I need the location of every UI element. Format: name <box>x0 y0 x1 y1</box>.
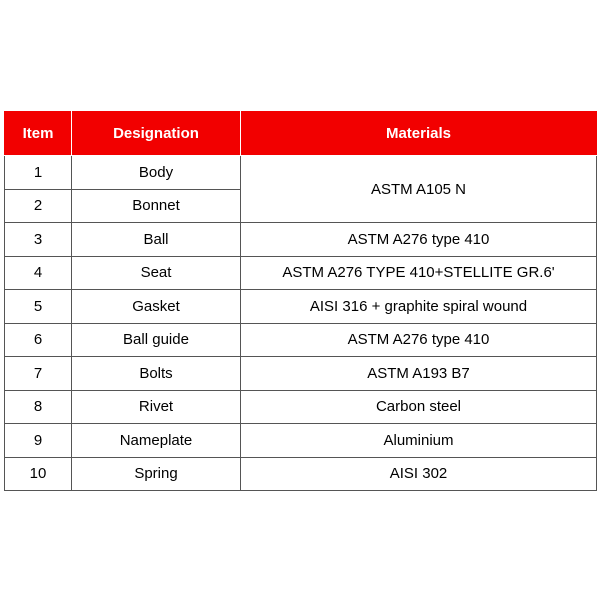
table-row <box>5 323 597 357</box>
designation-cell: Bonnet <box>72 189 241 223</box>
designation-cell: Nameplate <box>72 424 241 458</box>
table-row <box>5 256 597 290</box>
material-cell: ASTM A276 type 410 <box>241 323 597 357</box>
item-cell: 5 <box>5 290 72 324</box>
table-row <box>5 457 597 491</box>
item-cell: 10 <box>5 457 72 491</box>
item-cell: 2 <box>5 189 72 223</box>
material-cell: ASTM A105 N <box>241 156 597 223</box>
item-cell: 3 <box>5 223 72 257</box>
material-cell: AISI 316 + graphite spiral wound <box>241 290 597 324</box>
table-row <box>5 156 597 190</box>
item-cell: 8 <box>5 390 72 424</box>
designation-cell: Ball guide <box>72 323 241 357</box>
table-row <box>5 390 597 424</box>
material-cell: ASTM A276 type 410 <box>241 223 597 257</box>
material-cell: Aluminium <box>241 424 597 458</box>
designation-cell: Spring <box>72 457 241 491</box>
designation-cell: Seat <box>72 256 241 290</box>
table-header-row <box>5 112 597 156</box>
item-cell: 4 <box>5 256 72 290</box>
table-row <box>5 290 597 324</box>
header-designation: Designation <box>72 112 241 156</box>
item-cell: 9 <box>5 424 72 458</box>
designation-cell: Bolts <box>72 357 241 391</box>
item-cell: 1 <box>5 156 72 190</box>
material-cell: ASTM A193 B7 <box>241 357 597 391</box>
header-item: Item <box>5 112 72 156</box>
material-cell: Carbon steel <box>241 390 597 424</box>
material-cell: AISI 302 <box>241 457 597 491</box>
table-row <box>5 223 597 257</box>
designation-cell: Gasket <box>72 290 241 324</box>
item-cell: 7 <box>5 357 72 391</box>
materials-table <box>4 111 597 491</box>
header-materials: Materials <box>241 112 597 156</box>
table-row <box>5 357 597 391</box>
item-cell: 6 <box>5 323 72 357</box>
material-cell: ASTM A276 TYPE 410+STELLITE GR.6' <box>241 256 597 290</box>
table-row <box>5 424 597 458</box>
designation-cell: Rivet <box>72 390 241 424</box>
designation-cell: Body <box>72 156 241 190</box>
designation-cell: Ball <box>72 223 241 257</box>
